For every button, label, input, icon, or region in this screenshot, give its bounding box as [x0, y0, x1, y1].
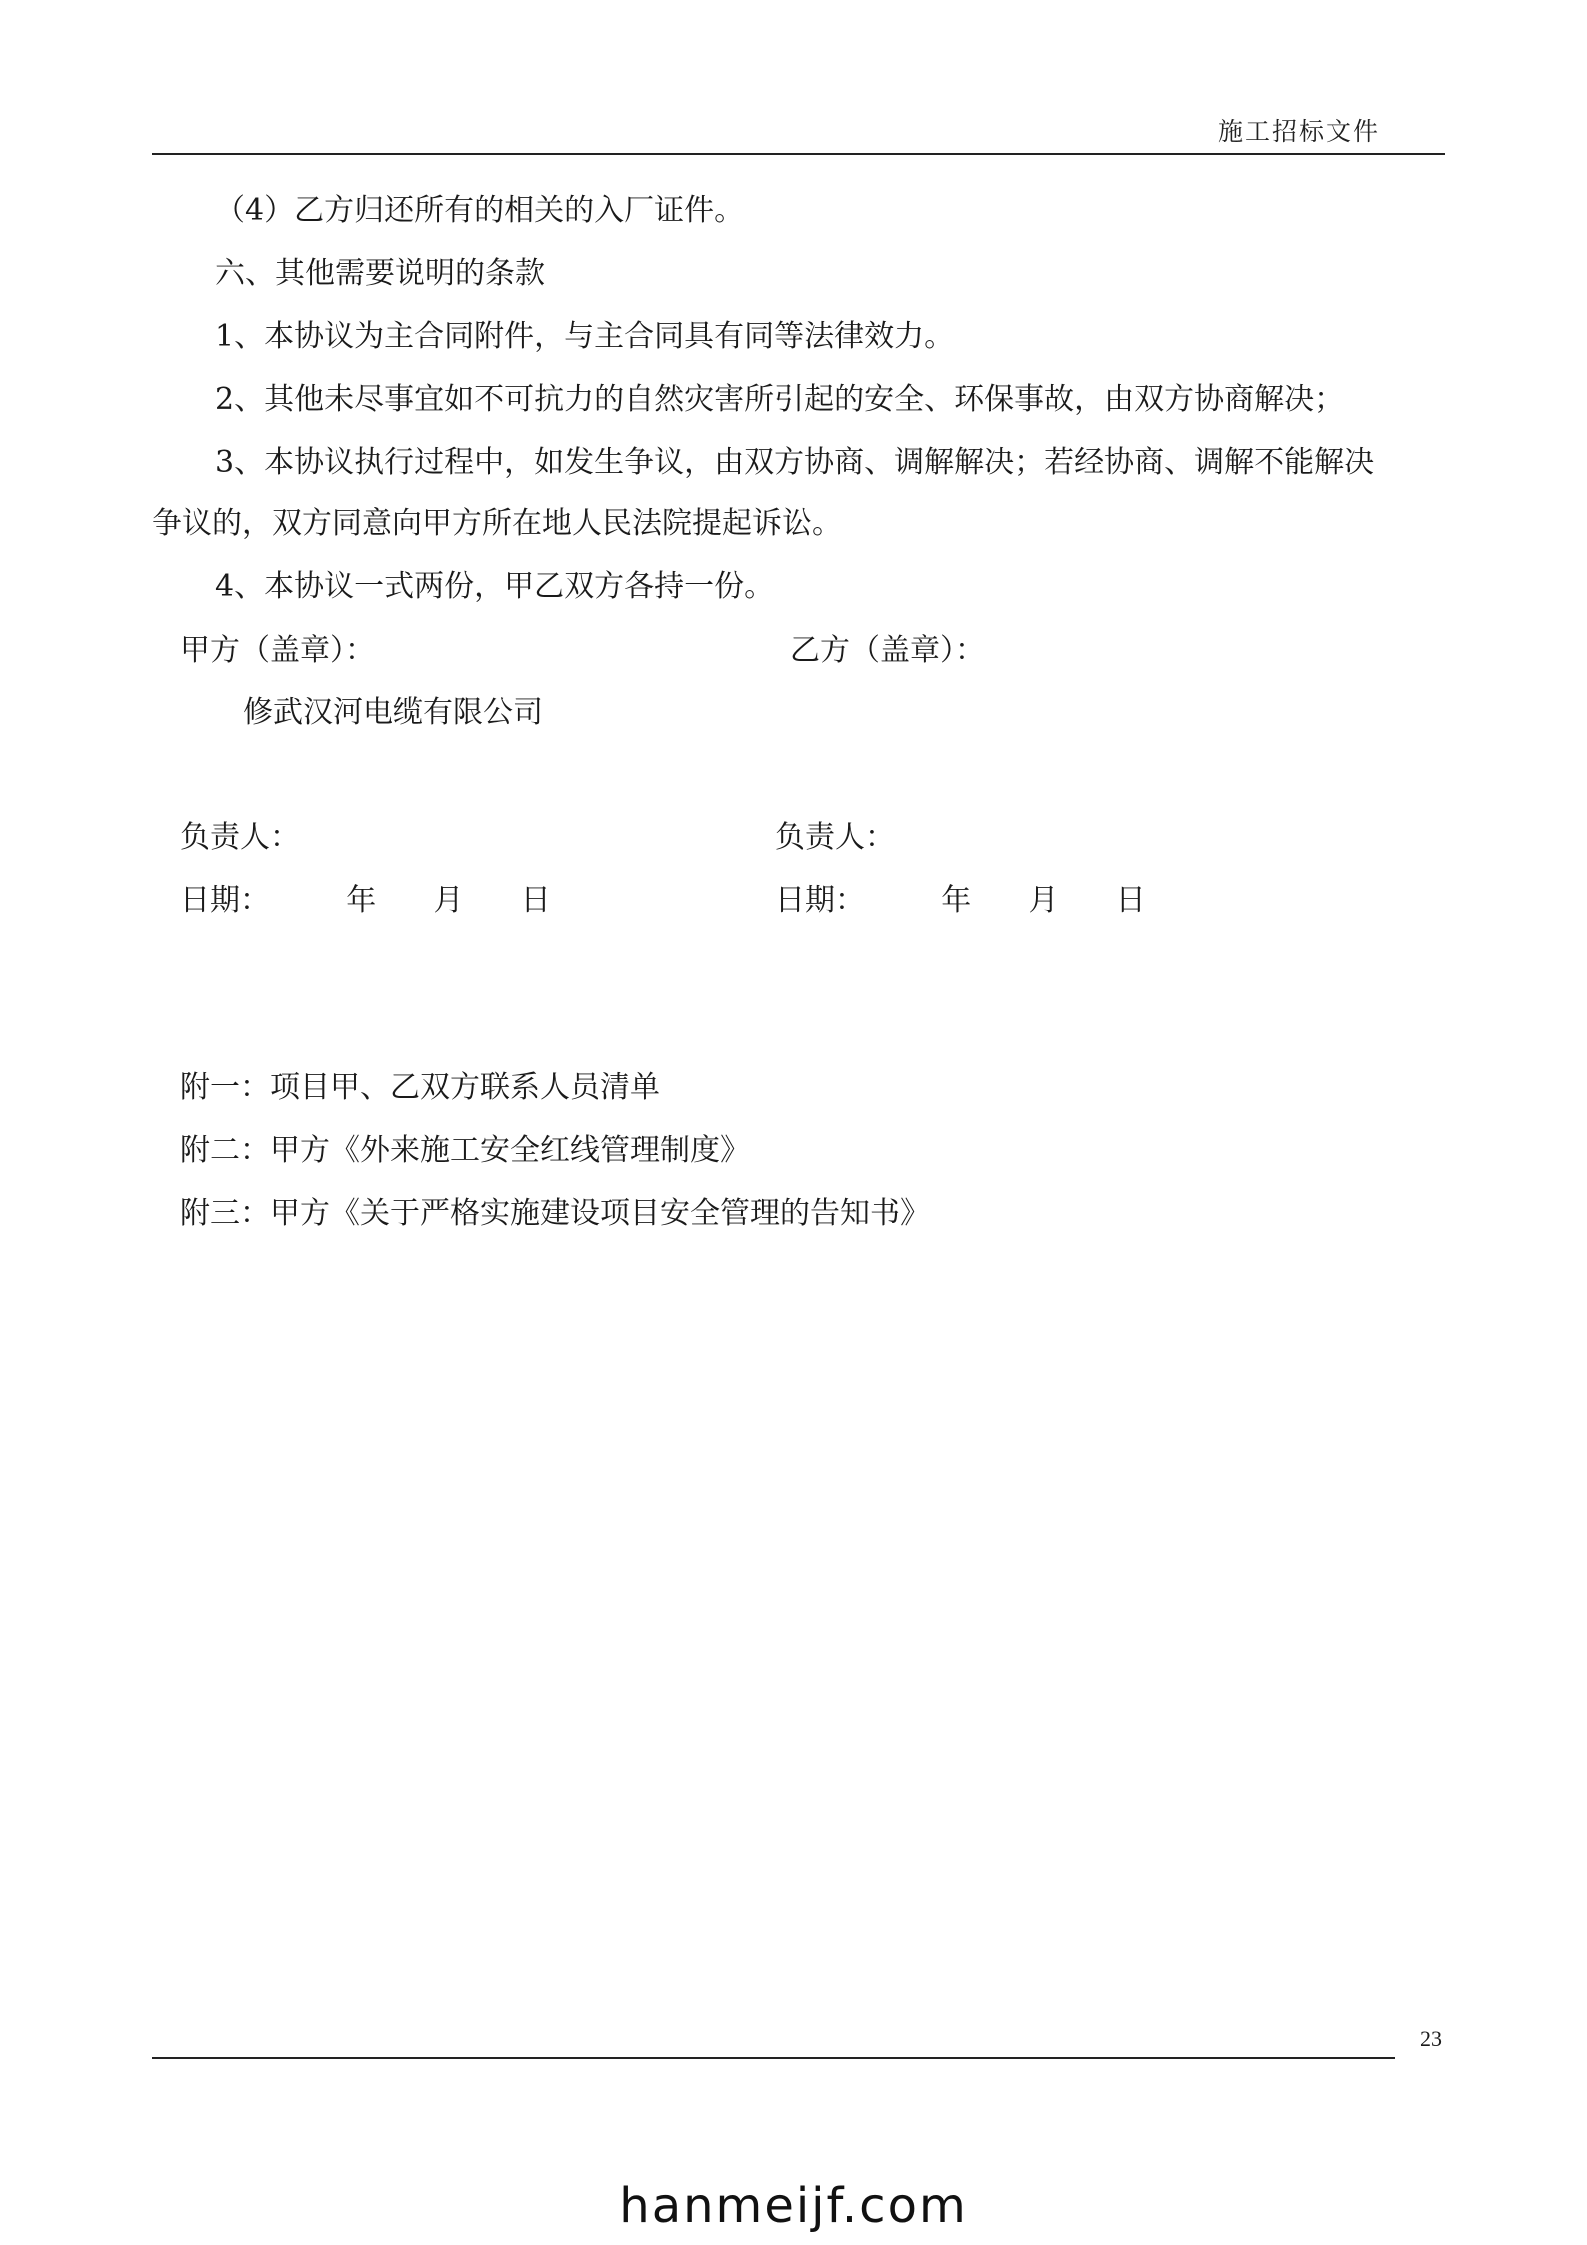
party-a-responsible-label: 负责人： — [180, 820, 300, 855]
party-a-date: 日期： 年 月 日 — [180, 883, 551, 918]
clause-3-line-1: 3、本协议执行过程中，如发生争议，由双方协商、调解解决；若经协商、调解不能解决 — [215, 445, 1375, 480]
header-title: 施工招标文件 — [1217, 117, 1380, 146]
watermark-text: hanmeijf.com — [619, 2178, 968, 2234]
section-6-title: 六、其他需要说明的条款 — [215, 256, 545, 291]
appendix-item: 附二：甲方《外来施工安全红线管理制度》 — [180, 1133, 750, 1168]
party-b-seal-label: 乙方（盖章）： — [790, 633, 985, 668]
paragraph-item-4: （4）乙方归还所有的相关的入厂证件。 — [215, 193, 745, 228]
party-b-responsible-label: 负责人： — [775, 820, 895, 855]
clause-4: 4、本协议一式两份，甲乙双方各持一份。 — [215, 569, 775, 604]
appendix-item: 附三：甲方《关于严格实施建设项目安全管理的告知书》 — [180, 1196, 930, 1231]
clause-2: 2、其他未尽事宜如不可抗力的自然灾害所引起的安全、环保事故，由双方协商解决； — [215, 382, 1345, 417]
party-b-date: 日期： 年 月 日 — [775, 883, 1146, 918]
clause-3-line-2: 争议的，双方同意向甲方所在地人民法院提起诉讼。 — [152, 506, 842, 541]
party-a-company: 修武汉河电缆有限公司 — [243, 695, 543, 730]
clause-1: 1、本协议为主合同附件，与主合同具有同等法律效力。 — [215, 319, 955, 354]
page-number: 23 — [1420, 2026, 1442, 2051]
appendix-item: 附一：项目甲、乙双方联系人员清单 — [180, 1070, 660, 1105]
header-divider — [152, 153, 1445, 155]
footer-divider — [152, 2057, 1395, 2059]
party-a-seal-label: 甲方（盖章）： — [180, 633, 375, 668]
